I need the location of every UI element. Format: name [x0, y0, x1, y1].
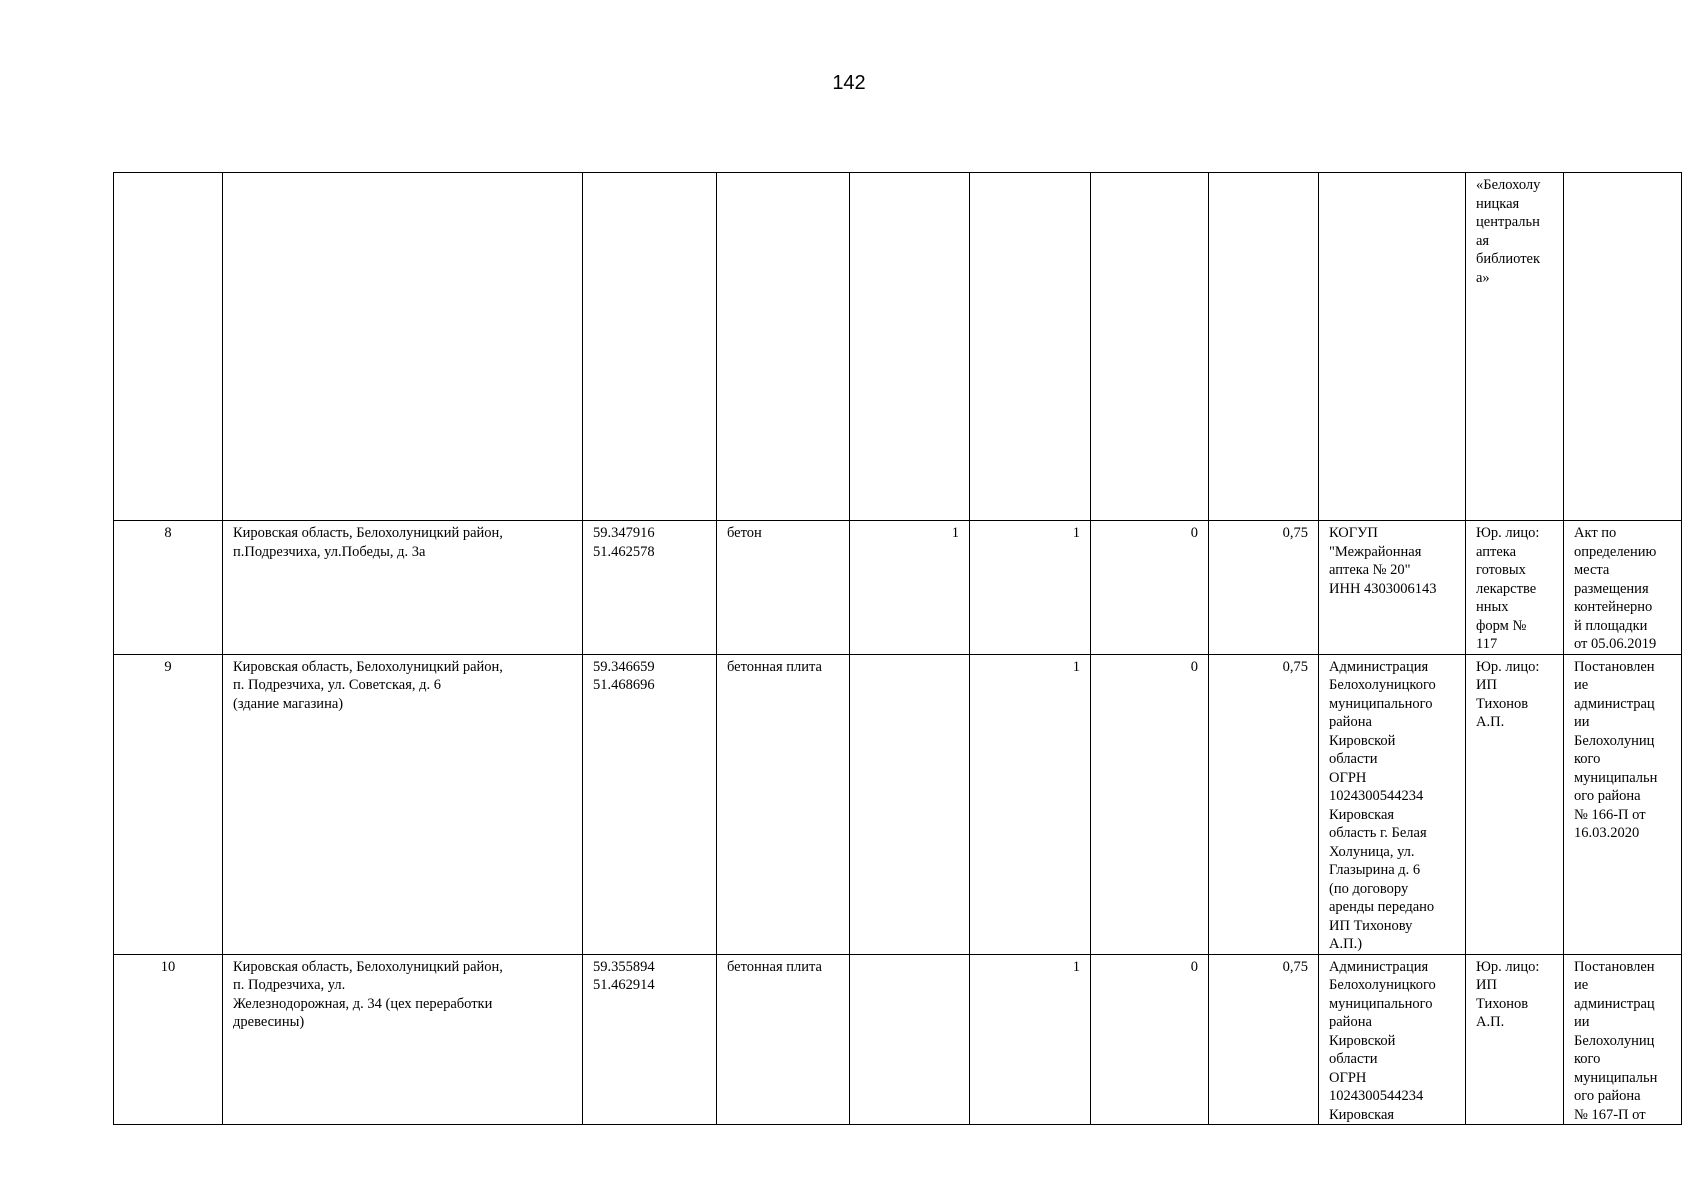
cell-num: 9	[114, 654, 223, 954]
cell-volume: 0,75	[1209, 954, 1319, 1125]
cell-owner: Администрация Белохолуницкого муниципального района Кировской области ОГРН 1024300544234 Кировская область г. Белая Холуница, ул. Глазырина д. 6 (по договору аренды передано ИП Тихонову А.П.)	[1319, 654, 1466, 954]
cell-num	[114, 173, 223, 521]
container-sites-table	[113, 172, 1682, 1125]
cell-document: Акт по определению места размещения контейнерно й площадки от 05.06.2019	[1564, 521, 1682, 655]
cell-address: Кировская область, Белохолуницкий район, п.Подрезчиха, ул.Победы, д. 3а	[223, 521, 583, 655]
cell-col7: 0	[1091, 521, 1209, 655]
cell-num: 8	[114, 521, 223, 655]
cell-subject: «Белохолу ницкая центральн ая библиотек а»	[1466, 173, 1564, 521]
cell-coords: 59.347916 51.462578	[583, 521, 717, 655]
cell-surface	[717, 173, 850, 521]
cell-coords: 59.355894 51.462914	[583, 954, 717, 1125]
cell-address: Кировская область, Белохолуницкий район, п. Подрезчиха, ул. Железнодорожная, д. 34 (цех переработки древесины)	[223, 954, 583, 1125]
cell-document: Постановлен ие администрац ии Белохолуниц кого муниципальн ого района № 166-П от 16.03.2020	[1564, 654, 1682, 954]
cell-document	[1564, 173, 1682, 521]
cell-col5: 1	[850, 521, 970, 655]
cell-address	[223, 173, 583, 521]
cell-volume: 0,75	[1209, 654, 1319, 954]
table-row	[114, 654, 1682, 954]
table-row	[114, 954, 1682, 1125]
cell-address: Кировская область, Белохолуницкий район, п. Подрезчиха, ул. Советская, д. 6 (здание магазина)	[223, 654, 583, 954]
cell-owner	[1319, 173, 1466, 521]
cell-surface: бетонная плита	[717, 954, 850, 1125]
cell-surface: бетон	[717, 521, 850, 655]
cell-owner: Администрация Белохолуницкого муниципального района Кировской области ОГРН 1024300544234 Кировская	[1319, 954, 1466, 1125]
cell-col5	[850, 654, 970, 954]
cell-num: 10	[114, 954, 223, 1125]
cell-document: Постановлен ие администрац ии Белохолуниц кого муниципальн ого района № 167-П от	[1564, 954, 1682, 1125]
cell-col7: 0	[1091, 654, 1209, 954]
cell-surface: бетонная плита	[717, 654, 850, 954]
cell-col6: 1	[970, 654, 1091, 954]
table-row-continuation	[114, 173, 1682, 521]
cell-coords: 59.346659 51.468696	[583, 654, 717, 954]
page-number: 142	[832, 72, 866, 94]
cell-volume	[1209, 173, 1319, 521]
cell-col6: 1	[970, 521, 1091, 655]
cell-col6: 1	[970, 954, 1091, 1125]
table-row	[114, 521, 1682, 655]
cell-col5	[850, 173, 970, 521]
cell-col5	[850, 954, 970, 1125]
cell-col7: 0	[1091, 954, 1209, 1125]
cell-owner: КОГУП "Межрайонная аптека № 20" ИНН 4303006143	[1319, 521, 1466, 655]
cell-col6	[970, 173, 1091, 521]
cell-subject: Юр. лицо: аптека готовых лекарстве нных форм № 117	[1466, 521, 1564, 655]
cell-subject: Юр. лицо: ИП Тихонов А.П.	[1466, 654, 1564, 954]
cell-coords	[583, 173, 717, 521]
cell-col7	[1091, 173, 1209, 521]
cell-volume: 0,75	[1209, 521, 1319, 655]
cell-subject: Юр. лицо: ИП Тихонов А.П.	[1466, 954, 1564, 1125]
